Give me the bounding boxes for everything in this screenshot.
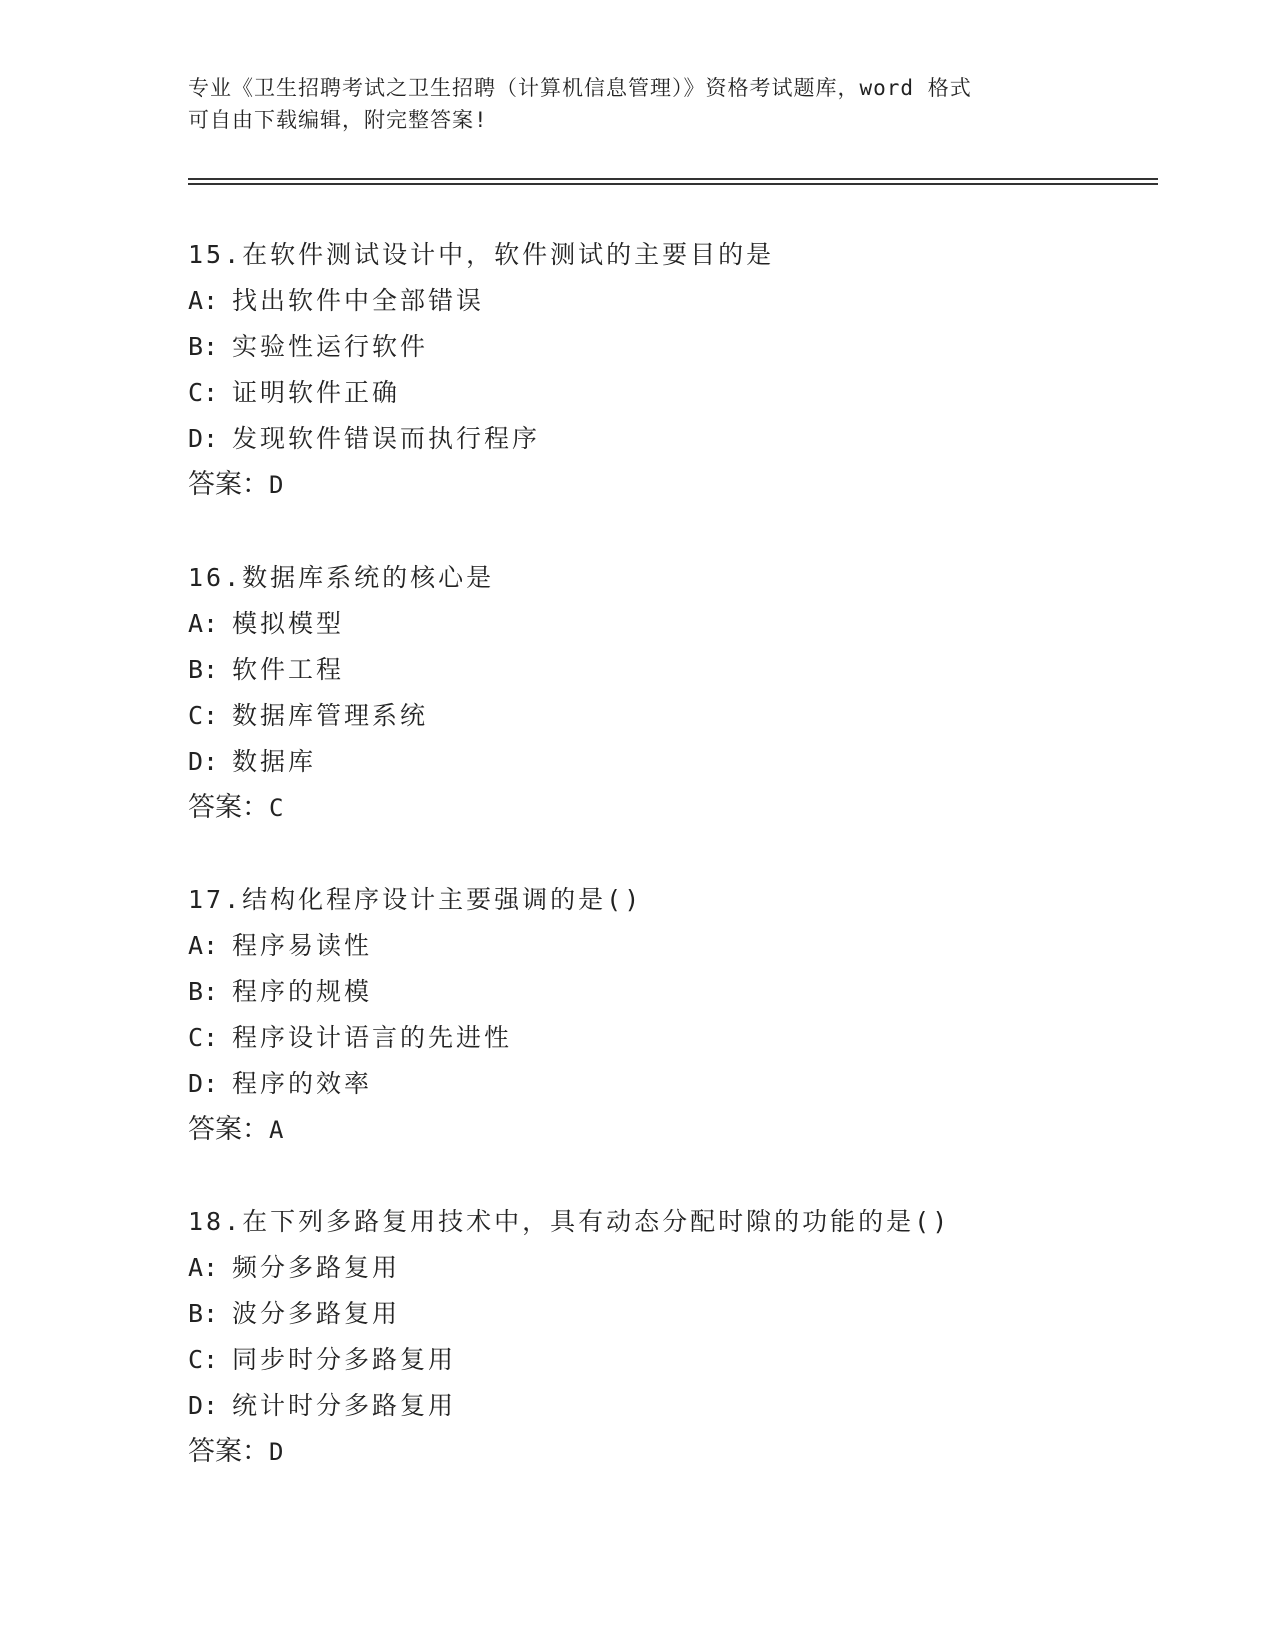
option-a	[188, 923, 1188, 969]
page-header	[188, 72, 1088, 136]
header-divider-top	[188, 178, 1158, 180]
option-letter: B:	[188, 977, 219, 1006]
option-a	[188, 1245, 1188, 1291]
question-18	[188, 1199, 1188, 1475]
option-b	[188, 1291, 1188, 1337]
header-divider-bottom	[188, 183, 1158, 185]
option-letter: D:	[188, 1391, 219, 1420]
option-text: 证明软件正确	[232, 378, 401, 407]
option-text: 程序的效率	[232, 1069, 373, 1098]
option-letter: D:	[188, 1069, 219, 1098]
answer-value: A	[269, 1116, 284, 1144]
answer-label: 答案：	[188, 469, 269, 500]
option-c	[188, 1337, 1188, 1383]
option-text: 数据库管理系统	[232, 701, 429, 730]
answer-line	[188, 462, 1188, 508]
answer-line	[188, 1429, 1188, 1475]
option-letter: B:	[188, 1299, 219, 1328]
answer-value: D	[269, 1438, 284, 1466]
option-letter: D:	[188, 424, 219, 453]
option-letter: A:	[188, 609, 219, 638]
answer-label: 答案：	[188, 1436, 269, 1467]
answer-label: 答案：	[188, 1114, 269, 1145]
option-text: 软件工程	[232, 655, 345, 684]
question-15	[188, 232, 1188, 508]
option-text: 波分多路复用	[232, 1299, 401, 1328]
option-letter: A:	[188, 286, 219, 315]
option-text: 程序设计语言的先进性	[232, 1023, 513, 1052]
option-a	[188, 601, 1188, 647]
question-stem: 18.在下列多路复用技术中，具有动态分配时隙的功能的是()	[188, 1207, 951, 1236]
option-d	[188, 416, 1188, 462]
header-line-1: 专业《卫生招聘考试之卫生招聘（计算机信息管理）》资格考试题库，word 格式	[188, 76, 972, 100]
question-stem: 15.在软件测试设计中，软件测试的主要目的是	[188, 240, 775, 269]
answer-line	[188, 1107, 1188, 1153]
option-letter: B:	[188, 655, 219, 684]
option-text: 程序的规模	[232, 977, 373, 1006]
option-c	[188, 1015, 1188, 1061]
option-text: 模拟模型	[232, 609, 345, 638]
option-c	[188, 370, 1188, 416]
option-text: 程序易读性	[232, 931, 373, 960]
answer-value: C	[269, 794, 284, 822]
answer-line	[188, 785, 1188, 831]
option-d	[188, 1061, 1188, 1107]
question-stem: 17.结构化程序设计主要强调的是()	[188, 885, 643, 914]
option-text: 实验性运行软件	[232, 332, 429, 361]
answer-label: 答案：	[188, 792, 269, 823]
option-a	[188, 278, 1188, 324]
question-stem: 16.数据库系统的核心是	[188, 563, 495, 592]
option-text: 发现软件错误而执行程序	[232, 424, 541, 453]
option-d	[188, 1383, 1188, 1429]
option-b	[188, 324, 1188, 370]
option-letter: A:	[188, 1253, 219, 1282]
option-d	[188, 739, 1188, 785]
option-text: 同步时分多路复用	[232, 1345, 457, 1374]
option-text: 找出软件中全部错误	[232, 286, 485, 315]
option-text: 数据库	[232, 747, 317, 776]
header-line-2: 可自由下载编辑，附完整答案!	[188, 108, 488, 132]
option-b	[188, 969, 1188, 1015]
option-letter: C:	[188, 378, 219, 407]
option-letter: C:	[188, 1023, 219, 1052]
answer-value: D	[269, 471, 284, 499]
option-c	[188, 693, 1188, 739]
option-text: 统计时分多路复用	[232, 1391, 457, 1420]
option-letter: C:	[188, 701, 219, 730]
question-17	[188, 877, 1188, 1153]
option-letter: B:	[188, 332, 219, 361]
option-text: 频分多路复用	[232, 1253, 401, 1282]
option-letter: D:	[188, 747, 219, 776]
question-16	[188, 555, 1188, 831]
option-b	[188, 647, 1188, 693]
option-letter: C:	[188, 1345, 219, 1374]
option-letter: A:	[188, 931, 219, 960]
